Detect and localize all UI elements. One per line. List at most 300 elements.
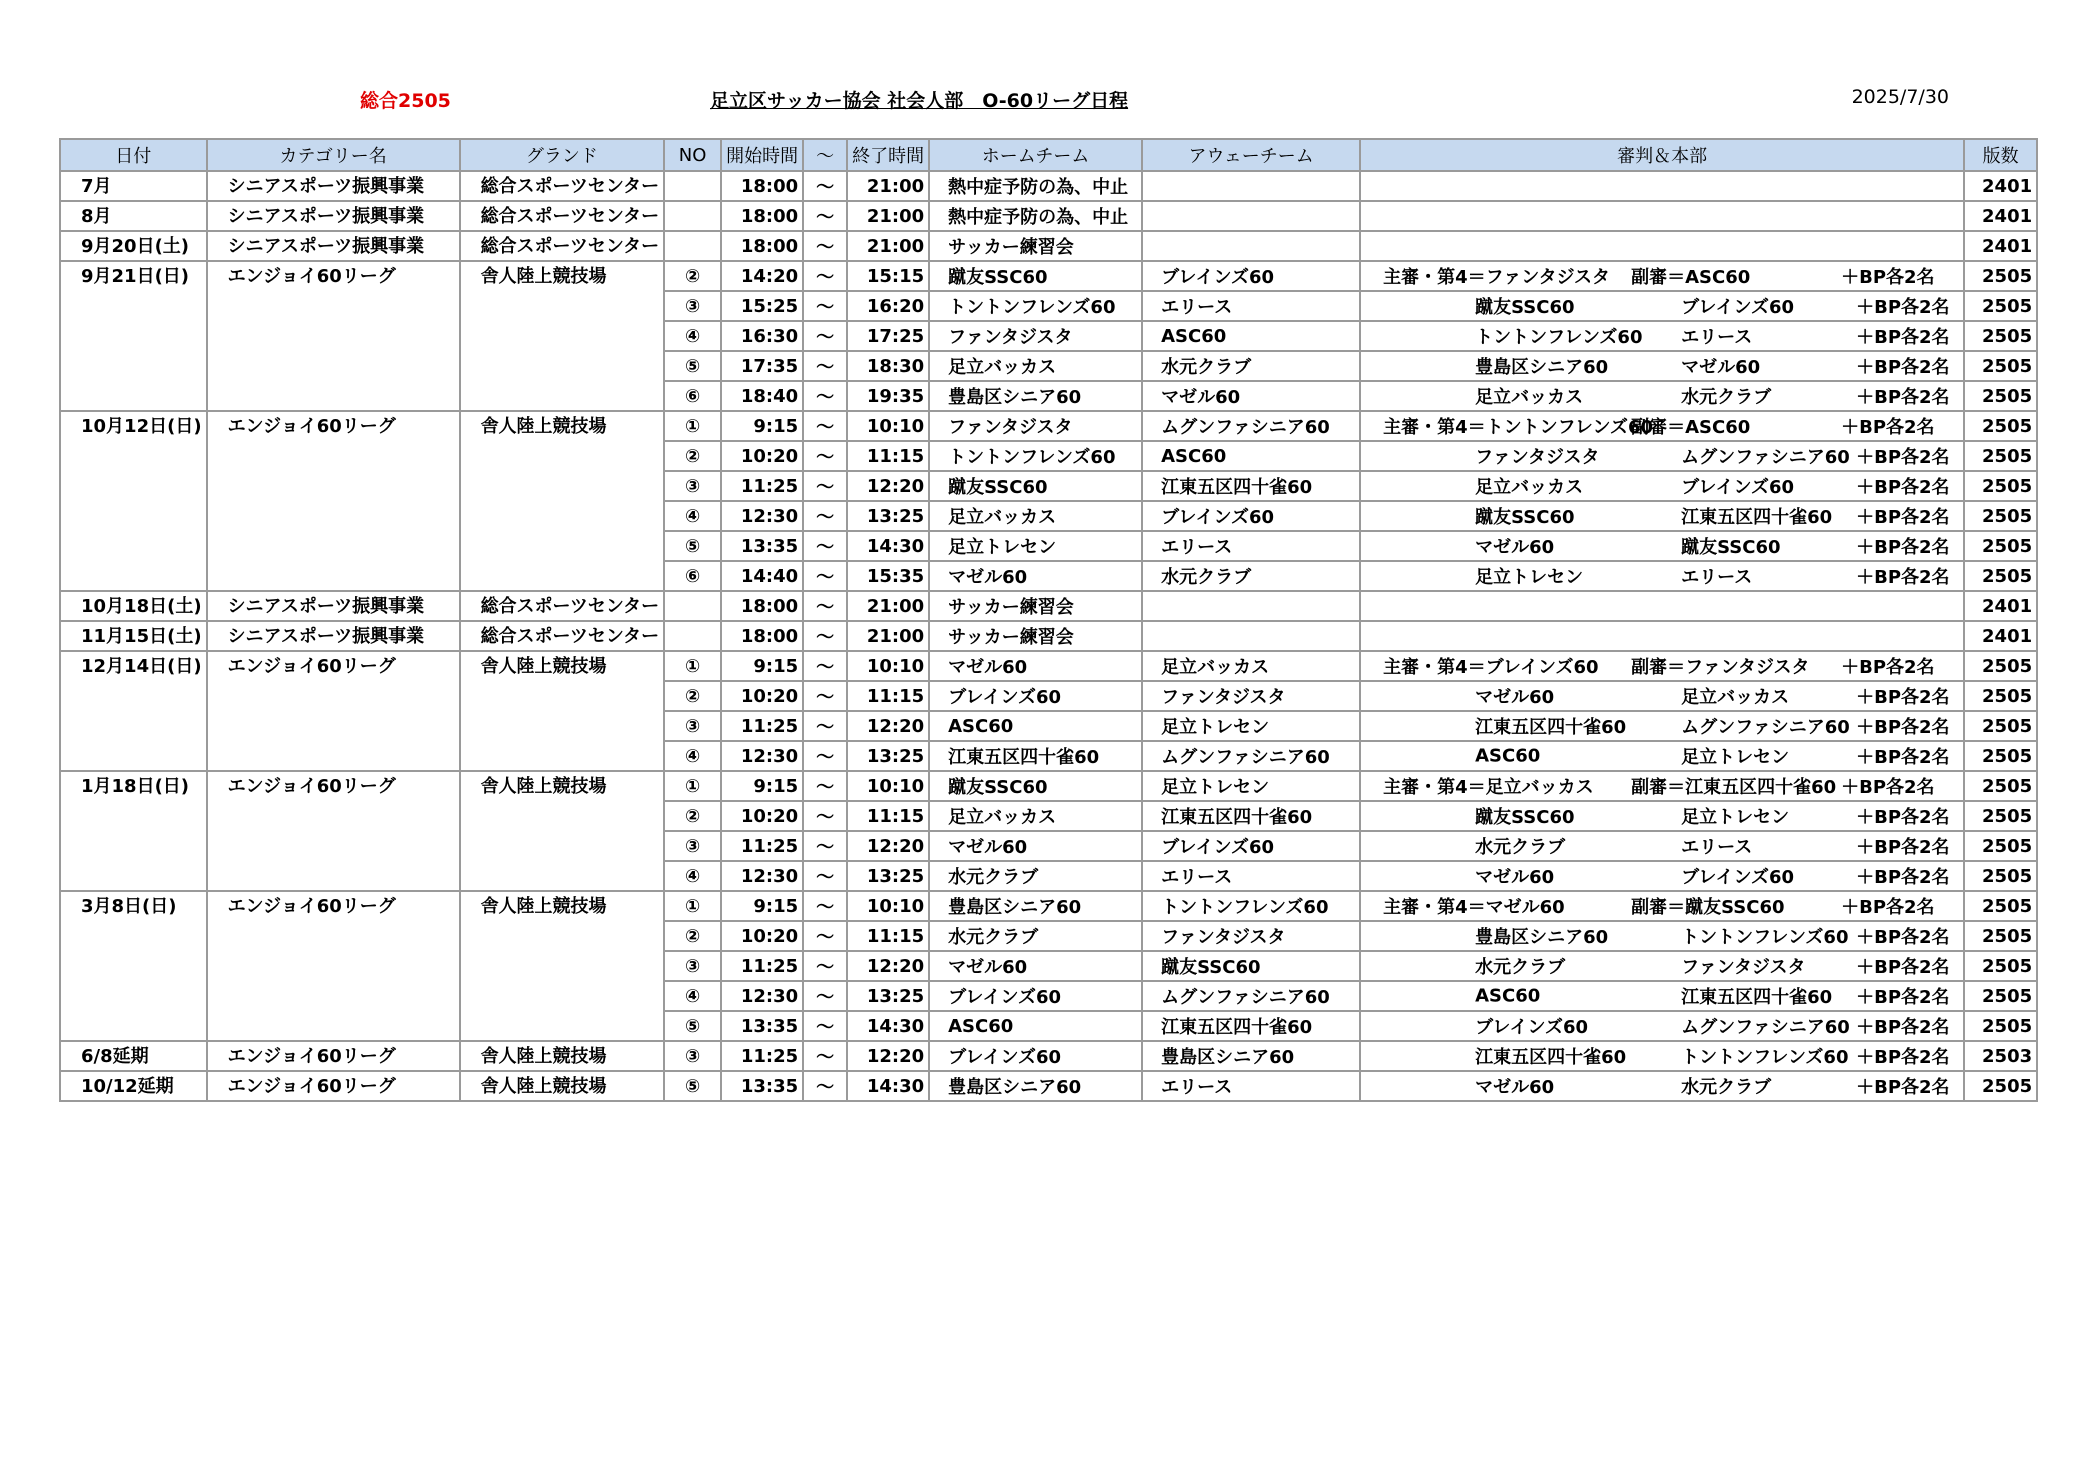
cell-end-time: 16:20 (847, 291, 929, 321)
col-header-home: ホームチーム (929, 139, 1142, 171)
cell-away-team: 水元クラブ (1142, 561, 1360, 591)
referee-main: 豊島区シニア60 (1475, 927, 1609, 948)
cell-version: 2505 (1964, 831, 2037, 861)
cell-version: 2505 (1964, 561, 2037, 591)
referee-bp: ＋BP各2名 (1856, 507, 1950, 528)
referee-bp: ＋BP各2名 (1856, 447, 1950, 468)
cell-no: ⑥ (664, 381, 721, 411)
col-header-start: 開始時間 (721, 139, 803, 171)
cell-category: シニアスポーツ振興事業 (207, 591, 460, 621)
cell-home-team: マゼル60 (929, 831, 1142, 861)
cell-end-time: 14:30 (847, 1011, 929, 1041)
table-row (60, 1041, 2037, 1071)
cell-ground: 舎人陸上競技場 (460, 651, 665, 771)
referee-bp: ＋BP各2名 (1856, 927, 1950, 948)
cell-start-time: 11:25 (721, 711, 803, 741)
col-header-end: 終了時間 (847, 139, 929, 171)
cell-home-team: 足立バッカス (929, 501, 1142, 531)
referee-assistant: 水元クラブ (1681, 387, 1772, 408)
referee-assistant: 足立トレセン (1681, 807, 1790, 828)
cell-referee (1360, 591, 1964, 621)
cell-end-time: 21:00 (847, 231, 929, 261)
cell-referee (1360, 711, 1964, 741)
cell-referee (1360, 861, 1964, 891)
cell-end-time: 13:25 (847, 741, 929, 771)
table-row (60, 621, 2037, 651)
referee-bp: ＋BP各2名 (1856, 987, 1950, 1008)
cell-end-time: 13:25 (847, 861, 929, 891)
cell-ground: 舎人陸上競技場 (460, 1071, 665, 1101)
cell-no: ⑤ (664, 531, 721, 561)
referee-bp: ＋BP各2名 (1856, 717, 1950, 738)
cell-version: 2503 (1964, 1041, 2037, 1071)
cell-away-team: ブレインズ60 (1142, 831, 1360, 861)
cell-referee (1360, 231, 1964, 261)
referee-main: 主審・第4＝ブレインズ60 (1383, 657, 1599, 678)
referee-bp: ＋BP各2名 (1856, 957, 1950, 978)
cell-start-time: 9:15 (721, 651, 803, 681)
cell-tilde: ～ (803, 231, 847, 261)
referee-bp: ＋BP各2名 (1841, 657, 1935, 678)
cell-tilde: ～ (803, 261, 847, 291)
cell-away-team: エリース (1142, 291, 1360, 321)
cell-ground: 舎人陸上競技場 (460, 1041, 665, 1071)
referee-assistant: エリース (1681, 567, 1753, 588)
cell-end-time: 19:35 (847, 381, 929, 411)
cell-end-time: 18:30 (847, 351, 929, 381)
cell-no: ⑥ (664, 561, 721, 591)
cell-away-team: エリース (1142, 861, 1360, 891)
cell-tilde: ～ (803, 981, 847, 1011)
cell-tilde: ～ (803, 561, 847, 591)
cell-tilde: ～ (803, 1071, 847, 1101)
cell-category: シニアスポーツ振興事業 (207, 621, 460, 651)
referee-main: 蹴友SSC60 (1475, 507, 1575, 528)
referee-bp: ＋BP各2名 (1856, 327, 1950, 348)
cell-version: 2401 (1964, 621, 2037, 651)
cell-ground: 舎人陸上競技場 (460, 411, 665, 591)
cell-away-team: ファンタジスタ (1142, 681, 1360, 711)
cell-away-team (1142, 621, 1360, 651)
referee-bp: ＋BP各2名 (1841, 417, 1935, 438)
cell-tilde: ～ (803, 831, 847, 861)
cell-version: 2505 (1964, 951, 2037, 981)
cell-tilde: ～ (803, 1041, 847, 1071)
cell-no: ① (664, 651, 721, 681)
cell-home-team: ASC60 (929, 711, 1142, 741)
cell-home-team: サッカー練習会 (929, 591, 1142, 621)
referee-bp: ＋BP各2名 (1856, 1017, 1950, 1038)
table-row (60, 891, 2037, 921)
table-row (60, 651, 2037, 681)
cell-version: 2505 (1964, 891, 2037, 921)
cell-referee (1360, 321, 1964, 351)
col-header-referee: 審判＆本部 (1360, 139, 1964, 171)
cell-no (664, 231, 721, 261)
cell-home-team: ブレインズ60 (929, 981, 1142, 1011)
cell-ground: 総合スポーツセンター (460, 621, 665, 651)
cell-category: エンジョイ60リーグ (207, 1071, 460, 1101)
cell-end-time: 12:20 (847, 831, 929, 861)
cell-version: 2401 (1964, 171, 2037, 201)
cell-version: 2505 (1964, 771, 2037, 801)
cell-version: 2505 (1964, 921, 2037, 951)
cell-referee (1360, 1011, 1964, 1041)
cell-referee (1360, 201, 1964, 231)
cell-referee (1360, 921, 1964, 951)
referee-main: 水元クラブ (1475, 957, 1566, 978)
cell-referee (1360, 951, 1964, 981)
cell-no: ② (664, 921, 721, 951)
referee-assistant: 江東五区四十雀60 (1681, 987, 1833, 1008)
cell-end-time: 12:20 (847, 711, 929, 741)
cell-tilde: ～ (803, 951, 847, 981)
cell-ground: 舎人陸上競技場 (460, 771, 665, 891)
cell-date: 7月 (60, 171, 207, 201)
cell-end-time: 17:25 (847, 321, 929, 351)
referee-assistant: 副審＝江東五区四十雀60 (1631, 777, 1837, 798)
cell-end-time: 21:00 (847, 171, 929, 201)
cell-home-team: マゼル60 (929, 951, 1142, 981)
cell-tilde: ～ (803, 651, 847, 681)
cell-away-team: ブレインズ60 (1142, 261, 1360, 291)
cell-version: 2505 (1964, 1011, 2037, 1041)
cell-away-team: ムグンファシニア60 (1142, 411, 1360, 441)
cell-tilde: ～ (803, 861, 847, 891)
cell-no: ③ (664, 711, 721, 741)
referee-bp: ＋BP各2名 (1856, 477, 1950, 498)
referee-assistant: トントンフレンズ60 (1681, 1047, 1849, 1068)
cell-referee (1360, 561, 1964, 591)
cell-category: エンジョイ60リーグ (207, 411, 460, 591)
referee-assistant: エリース (1681, 327, 1753, 348)
cell-end-time: 14:30 (847, 531, 929, 561)
cell-away-team: 足立トレセン (1142, 771, 1360, 801)
table-row (60, 771, 2037, 801)
referee-main: 豊島区シニア60 (1475, 357, 1609, 378)
cell-version: 2505 (1964, 651, 2037, 681)
cell-home-team: 江東五区四十雀60 (929, 741, 1142, 771)
referee-main: マゼル60 (1475, 867, 1555, 888)
cell-tilde: ～ (803, 381, 847, 411)
table-row (60, 171, 2037, 201)
cell-away-team: 江東五区四十雀60 (1142, 471, 1360, 501)
cell-start-time: 13:35 (721, 1011, 803, 1041)
cell-category: エンジョイ60リーグ (207, 891, 460, 1041)
cell-version: 2505 (1964, 861, 2037, 891)
table-row (60, 261, 2037, 291)
referee-main: 江東五区四十雀60 (1475, 1047, 1627, 1068)
cell-referee (1360, 291, 1964, 321)
cell-category: シニアスポーツ振興事業 (207, 171, 460, 201)
cell-ground: 舎人陸上競技場 (460, 891, 665, 1041)
cell-end-time: 12:20 (847, 951, 929, 981)
referee-main: ブレインズ60 (1475, 1017, 1589, 1038)
cell-tilde: ～ (803, 411, 847, 441)
cell-no: ④ (664, 741, 721, 771)
cell-version: 2401 (1964, 201, 2037, 231)
cell-home-team: マゼル60 (929, 561, 1142, 591)
cell-category: エンジョイ60リーグ (207, 261, 460, 411)
cell-end-time: 15:15 (847, 261, 929, 291)
cell-start-time: 14:20 (721, 261, 803, 291)
cell-referee (1360, 411, 1964, 441)
cell-date: 9月21日(日) (60, 261, 207, 411)
cell-start-time: 12:30 (721, 741, 803, 771)
cell-date: 1月18日(日) (60, 771, 207, 891)
cell-tilde: ～ (803, 1011, 847, 1041)
referee-bp: ＋BP各2名 (1856, 687, 1950, 708)
cell-date: 10月18日(土) (60, 591, 207, 621)
table-row (60, 411, 2037, 441)
cell-home-team: 足立バッカス (929, 801, 1142, 831)
cell-no: ① (664, 411, 721, 441)
referee-main: 蹴友SSC60 (1475, 297, 1575, 318)
referee-assistant: ブレインズ60 (1681, 297, 1795, 318)
cell-away-team: ブレインズ60 (1142, 501, 1360, 531)
cell-home-team: 熱中症予防の為、中止 (929, 171, 1142, 201)
cell-away-team: 足立バッカス (1142, 651, 1360, 681)
cell-tilde: ～ (803, 741, 847, 771)
cell-tilde: ～ (803, 201, 847, 231)
referee-bp: ＋BP各2名 (1856, 807, 1950, 828)
cell-referee (1360, 261, 1964, 291)
cell-home-team: ブレインズ60 (929, 681, 1142, 711)
cell-away-team: 豊島区シニア60 (1142, 1041, 1360, 1071)
cell-away-team (1142, 231, 1360, 261)
cell-referee (1360, 621, 1964, 651)
cell-referee (1360, 741, 1964, 771)
referee-main: 蹴友SSC60 (1475, 807, 1575, 828)
cell-no: ③ (664, 831, 721, 861)
cell-start-time: 10:20 (721, 921, 803, 951)
referee-assistant: マゼル60 (1681, 357, 1761, 378)
cell-home-team: ASC60 (929, 1011, 1142, 1041)
cell-start-time: 13:35 (721, 531, 803, 561)
referee-bp: ＋BP各2名 (1856, 537, 1950, 558)
cell-version: 2505 (1964, 711, 2037, 741)
cell-start-time: 18:40 (721, 381, 803, 411)
cell-end-time: 21:00 (847, 621, 929, 651)
cell-away-team (1142, 171, 1360, 201)
cell-date: 3月8日(日) (60, 891, 207, 1041)
cell-category: シニアスポーツ振興事業 (207, 231, 460, 261)
cell-end-time: 12:20 (847, 1041, 929, 1071)
cell-date: 8月 (60, 201, 207, 231)
cell-end-time: 10:10 (847, 411, 929, 441)
cell-tilde: ～ (803, 321, 847, 351)
referee-assistant: 蹴友SSC60 (1681, 537, 1781, 558)
cell-start-time: 10:20 (721, 801, 803, 831)
referee-main: 主審・第4＝足立バッカス (1383, 777, 1594, 798)
cell-referee (1360, 441, 1964, 471)
cell-start-time: 18:00 (721, 621, 803, 651)
cell-no: ① (664, 891, 721, 921)
cell-away-team (1142, 201, 1360, 231)
cell-home-team: ファンタジスタ (929, 411, 1142, 441)
table-row (60, 591, 2037, 621)
table-row (60, 201, 2037, 231)
referee-main: マゼル60 (1475, 687, 1555, 708)
referee-main: 主審・第4＝マゼル60 (1383, 897, 1565, 918)
cell-away-team: 蹴友SSC60 (1142, 951, 1360, 981)
cell-start-time: 9:15 (721, 411, 803, 441)
cell-end-time: 11:15 (847, 681, 929, 711)
cell-ground: 総合スポーツセンター (460, 231, 665, 261)
referee-main: マゼル60 (1475, 537, 1555, 558)
cell-home-team: 水元クラブ (929, 861, 1142, 891)
cell-end-time: 11:15 (847, 441, 929, 471)
cell-version: 2505 (1964, 261, 2037, 291)
col-header-version: 版数 (1964, 139, 2037, 171)
cell-referee (1360, 351, 1964, 381)
referee-bp: ＋BP各2名 (1841, 267, 1935, 288)
cell-tilde: ～ (803, 441, 847, 471)
cell-start-time: 12:30 (721, 861, 803, 891)
cell-home-team: トントンフレンズ60 (929, 291, 1142, 321)
cell-end-time: 10:10 (847, 651, 929, 681)
cell-no (664, 591, 721, 621)
cell-no: ② (664, 261, 721, 291)
cell-referee (1360, 681, 1964, 711)
cell-date: 10/12延期 (60, 1071, 207, 1101)
cell-end-time: 13:25 (847, 501, 929, 531)
cell-tilde: ～ (803, 711, 847, 741)
cell-version: 2505 (1964, 1071, 2037, 1101)
col-header-tilde: ～ (803, 139, 847, 171)
col-header-date: 日付 (60, 139, 207, 171)
cell-tilde: ～ (803, 171, 847, 201)
cell-no: ⑤ (664, 1011, 721, 1041)
cell-start-time: 14:40 (721, 561, 803, 591)
cell-home-team: 蹴友SSC60 (929, 471, 1142, 501)
referee-assistant: 江東五区四十雀60 (1681, 507, 1833, 528)
referee-main: ASC60 (1475, 985, 1541, 1007)
cell-version: 2505 (1964, 501, 2037, 531)
cell-no: ④ (664, 501, 721, 531)
cell-referee (1360, 471, 1964, 501)
cell-start-time: 10:20 (721, 441, 803, 471)
cell-end-time: 13:25 (847, 981, 929, 1011)
cell-away-team: ムグンファシニア60 (1142, 981, 1360, 1011)
referee-assistant: ムグンファシニア60 (1681, 717, 1850, 738)
cell-version: 2505 (1964, 741, 2037, 771)
cell-home-team: マゼル60 (929, 651, 1142, 681)
cell-date: 6/8延期 (60, 1041, 207, 1071)
referee-main: トントンフレンズ60 (1475, 327, 1643, 348)
cell-away-team: 江東五区四十雀60 (1142, 801, 1360, 831)
cell-referee (1360, 651, 1964, 681)
cell-tilde: ～ (803, 351, 847, 381)
cell-home-team: 水元クラブ (929, 921, 1142, 951)
cell-home-team: サッカー練習会 (929, 231, 1142, 261)
cell-no: ⑤ (664, 1071, 721, 1101)
referee-assistant: 水元クラブ (1681, 1077, 1772, 1098)
cell-away-team: エリース (1142, 1071, 1360, 1101)
referee-bp: ＋BP各2名 (1841, 777, 1935, 798)
cell-referee (1360, 891, 1964, 921)
cell-date: 9月20日(土) (60, 231, 207, 261)
cell-start-time: 18:00 (721, 171, 803, 201)
cell-referee (1360, 801, 1964, 831)
cell-end-time: 12:20 (847, 471, 929, 501)
cell-home-team: 蹴友SSC60 (929, 261, 1142, 291)
table-row (60, 1071, 2037, 1101)
cell-home-team: 豊島区シニア60 (929, 381, 1142, 411)
cell-end-time: 21:00 (847, 591, 929, 621)
cell-tilde: ～ (803, 681, 847, 711)
cell-version: 2505 (1964, 471, 2037, 501)
cell-ground: 総合スポーツセンター (460, 201, 665, 231)
cell-date: 12月14日(日) (60, 651, 207, 771)
cell-category: エンジョイ60リーグ (207, 771, 460, 891)
referee-bp: ＋BP各2名 (1856, 297, 1950, 318)
cell-away-team: マゼル60 (1142, 381, 1360, 411)
cell-category: エンジョイ60リーグ (207, 1041, 460, 1071)
cell-start-time: 9:15 (721, 771, 803, 801)
referee-assistant: 副審＝ASC60 (1631, 417, 1751, 438)
cell-referee (1360, 171, 1964, 201)
cell-version: 2401 (1964, 591, 2037, 621)
cell-referee (1360, 1071, 1964, 1101)
cell-ground: 総合スポーツセンター (460, 591, 665, 621)
referee-assistant: エリース (1681, 837, 1753, 858)
cell-start-time: 11:25 (721, 471, 803, 501)
document-title: 足立区サッカー協会 社会人部 O-60リーグ日程 (710, 90, 1129, 112)
cell-tilde: ～ (803, 471, 847, 501)
referee-bp: ＋BP各2名 (1856, 387, 1950, 408)
cell-no: ⑤ (664, 351, 721, 381)
referee-bp: ＋BP各2名 (1856, 1047, 1950, 1068)
cell-home-team: サッカー練習会 (929, 621, 1142, 651)
cell-version: 2505 (1964, 981, 2037, 1011)
cell-version: 2505 (1964, 531, 2037, 561)
referee-assistant: 副審＝ASC60 (1631, 267, 1751, 288)
cell-ground: 総合スポーツセンター (460, 171, 665, 201)
col-header-no: NO (664, 139, 721, 171)
cell-away-team: エリース (1142, 531, 1360, 561)
cell-tilde: ～ (803, 531, 847, 561)
cell-version: 2505 (1964, 681, 2037, 711)
cell-no: ② (664, 681, 721, 711)
cell-referee (1360, 771, 1964, 801)
referee-main: 主審・第4＝ファンタジスタ (1383, 267, 1611, 288)
referee-main: 足立トレセン (1475, 567, 1584, 588)
cell-start-time: 10:20 (721, 681, 803, 711)
cell-version: 2505 (1964, 351, 2037, 381)
cell-ground: 舎人陸上競技場 (460, 261, 665, 411)
cell-tilde: ～ (803, 291, 847, 321)
cell-away-team: トントンフレンズ60 (1142, 891, 1360, 921)
cell-away-team: ASC60 (1142, 441, 1360, 471)
cell-end-time: 11:15 (847, 801, 929, 831)
cell-tilde: ～ (803, 921, 847, 951)
referee-assistant: ブレインズ60 (1681, 867, 1795, 888)
cell-away-team: 水元クラブ (1142, 351, 1360, 381)
cell-no: ② (664, 801, 721, 831)
referee-assistant: ファンタジスタ (1681, 957, 1806, 978)
cell-no: ③ (664, 1041, 721, 1071)
cell-start-time: 11:25 (721, 951, 803, 981)
cell-version: 2505 (1964, 321, 2037, 351)
cell-away-team: 江東五区四十雀60 (1142, 1011, 1360, 1041)
referee-main: 足立バッカス (1475, 387, 1584, 408)
cell-away-team (1142, 591, 1360, 621)
referee-bp: ＋BP各2名 (1856, 747, 1950, 768)
cell-home-team: 足立バッカス (929, 351, 1142, 381)
referee-assistant: ムグンファシニア60 (1681, 1017, 1850, 1038)
cell-away-team: ファンタジスタ (1142, 921, 1360, 951)
